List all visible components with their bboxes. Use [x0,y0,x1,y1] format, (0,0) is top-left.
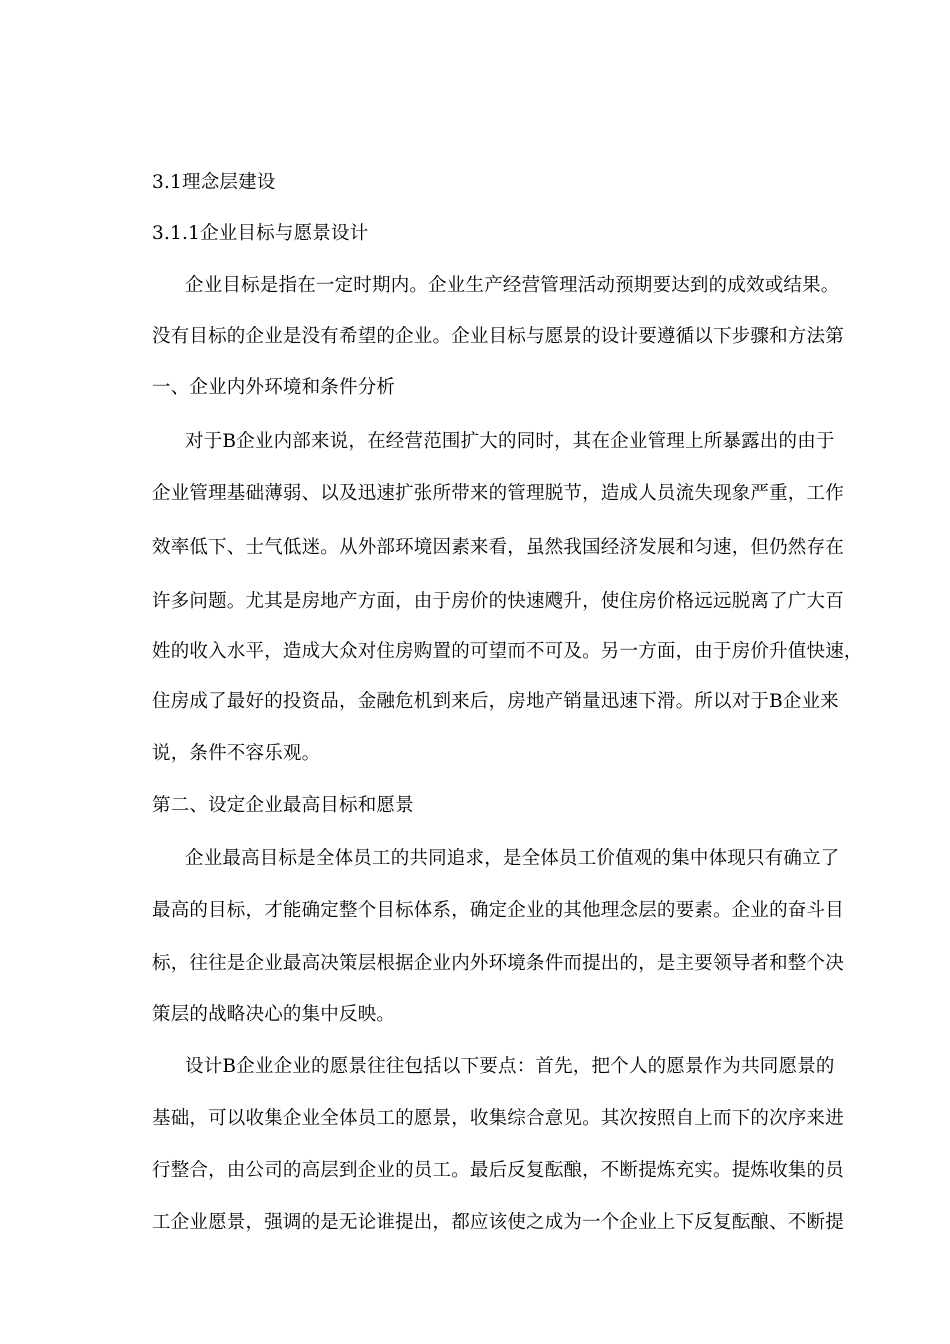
paragraph-line: 企业最高目标是全体员工的共同追求，是全体员工价值观的集中体现只有确立了 [185,848,840,869]
subsection-heading: 3.1.1企业目标与愿景设计 [152,223,369,244]
paragraph-line: 说，条件不容乐观。 [152,743,321,764]
paragraph-line: 一、企业内外环境和条件分析 [152,377,396,398]
paragraph-line: 企业管理基础薄弱、以及迅速扩张所带来的管理脱节，造成人员流失现象严重，工作 [152,483,844,504]
paragraph-line: 许多问题。尤其是房地产方面，由于房价的快速飕升，使住房价格远远脱离了广大百 [152,591,844,612]
paragraph-line: 第二、设定企业最高目标和愿景 [152,795,414,816]
paragraph-line: 最高的目标，才能确定整个目标体系，确定企业的其他理念层的要素。企业的奋斗目 [152,900,844,921]
paragraph-line: 设计B企业企业的愿景往往包括以下要点：首先，把个人的愿景作为共同愿景的 [185,1056,835,1077]
paragraph-line: 姓的收入水平，造成大众对住房购置的可望而不可及。另一方面，由于房价升值快速， [152,641,863,662]
paragraph-line: 策层的战略决心的集中反映。 [152,1004,396,1025]
paragraph-line: 企业目标是指在一定时期内。企业生产经营管理活动预期要达到的成效或结果。 [185,275,840,296]
paragraph-line: 行整合，由公司的高层到企业的员工。最后反复酝酿，不断提炼充实。提炼收集的员 [152,1160,844,1181]
paragraph-line: 基础，可以收集企业全体员工的愿景，收集综合意见。其次按照自上而下的次序来进 [152,1108,844,1129]
paragraph-line: 住房成了最好的投资品，金融危机到来后，房地产销量迅速下滑。所以对于B企业来 [152,691,839,712]
paragraph-line: 对于B企业内部来说，在经营范围扩大的同时，其在企业管理上所暴露出的由于 [185,431,835,452]
section-heading: 3.1理念层建设 [152,172,276,193]
paragraph-line: 效率低下、士气低迷。从外部环境因素来看，虽然我国经济发展和匀速，但仍然存在 [152,537,844,558]
paragraph-line: 工企业愿景，强调的是无论谁提出，都应该使之成为一个企业上下反复酝酿、不断提 [152,1212,844,1233]
paragraph-line: 标，往往是企业最高决策层根据企业内外环境条件而提出的，是主要领导者和整个决 [152,953,844,974]
paragraph-line: 没有目标的企业是没有希望的企业。企业目标与愿景的设计要遵循以下步骤和方法第 [152,326,844,347]
